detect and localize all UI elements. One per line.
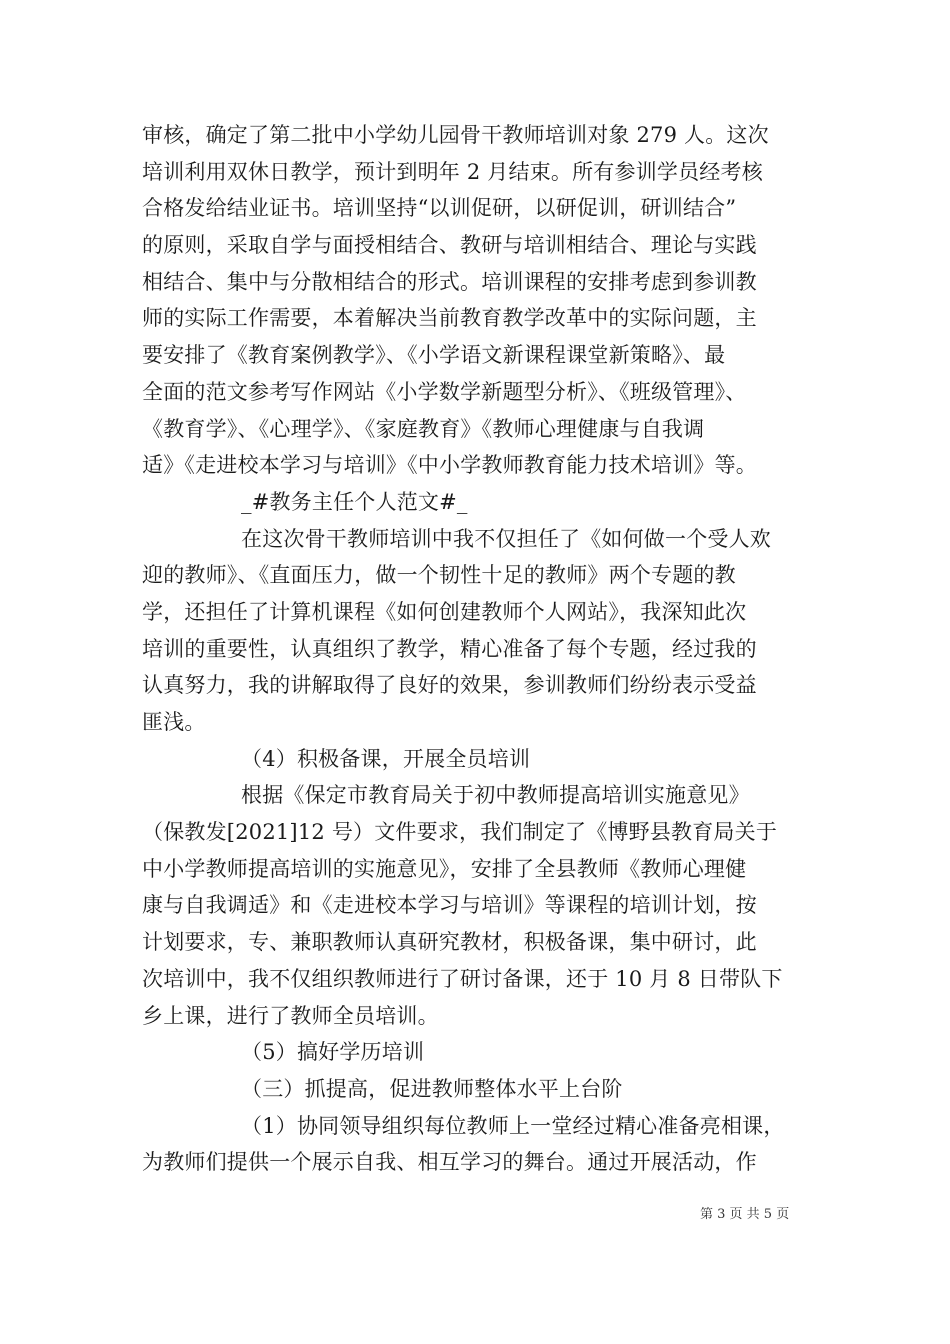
text-line: 培训利用双休日教学，预计到明年 2 月结束。所有参训学员经考核 [142,159,763,184]
body-text [142,117,812,1181]
text-line: 适》《走进校本学习与培训》《中小学教师教育能力技术培训》等。 [142,453,757,478]
text-line: 为教师们提供一个展示自我、相互学习的舞台。通过开展活动，作 [142,1150,757,1175]
text-line: 迎的教师》、《直面压力，做一个韧性十足的教师》两个专题的教 [142,563,736,588]
text-line: 匪浅。 [142,710,206,734]
text-line: 审核，确定了第二批中小学幼儿园骨干教师培训对象 279 人。这次 [142,123,769,147]
text-line: （保教发[2021]12 号）文件要求，我们制定了《博野县教育局关于 [142,820,778,845]
text-line: 合格发给结业证书。培训坚持“以训促研，以研促训，研训结合” [142,196,737,221]
text-line: 康与自我调适》和《走进校本学习与培训》等课程的培训计划，按 [142,893,757,918]
text-line: 培训的重要性，认真组织了教学，精心准备了每个专题，经过我的 [142,636,757,661]
text-line: （三）抓提高，促进教师整体水平上台阶 [241,1076,623,1101]
text-line: 学，还担任了计算机课程《如何创建教师个人网站》，我深知此次 [142,599,747,624]
text-line: （5）搞好学历培训 [241,1040,425,1065]
text-line: 根据《保定市教育局关于初中教师提高培训实施意见》 [241,783,750,808]
text-line: 次培训中，我不仅组织教师进行了研讨备课，还于 10 月 8 日带队下 [142,966,783,991]
text-line: 的原则，采取自学与面授相结合、教研与培训相结合、理论与实践 [142,233,757,258]
page-number: 第 3 页 共 5 页 [700,1207,790,1222]
text-line: 全面的范文参考写作网站《小学数学新题型分析》、《班级管理》、 [142,379,747,404]
text-line: （1）协同领导组织每位教师上一堂经过精心准备亮相课， [241,1113,785,1138]
text-line: 认真努力，我的讲解取得了良好的效果，参训教师们纷纷表示受益 [142,673,757,698]
text-line: 在这次骨干教师培训中我不仅担任了《如何做一个受人欢 [241,526,771,551]
text-line: 中小学教师提高培训的实施意见》，安排了全县教师《教师心理健 [142,856,747,881]
text-line: 乡上课，进行了教师全员培训。 [142,1003,439,1028]
text-line: 《教育学》、《心理学》、《家庭教育》《教师心理健康与自我调 [142,416,705,441]
text-line: 要安排了《教育案例教学》、《小学语文新课程课堂新策略》、最 [142,343,726,368]
text-line: （4）积极备课，开展全员培训 [241,746,531,771]
text-line: 相结合、集中与分散相结合的形式。培训课程的安排考虑到参训教 [142,269,757,294]
text-line: 计划要求，专、兼职教师认真研究教材，积极备课，集中研讨，此 [142,930,757,955]
text-line: 师的实际工作需要，本着解决当前教育教学改革中的实际问题，主 [142,306,757,331]
text-line: _#教务主任个人范文#_ [241,489,468,514]
